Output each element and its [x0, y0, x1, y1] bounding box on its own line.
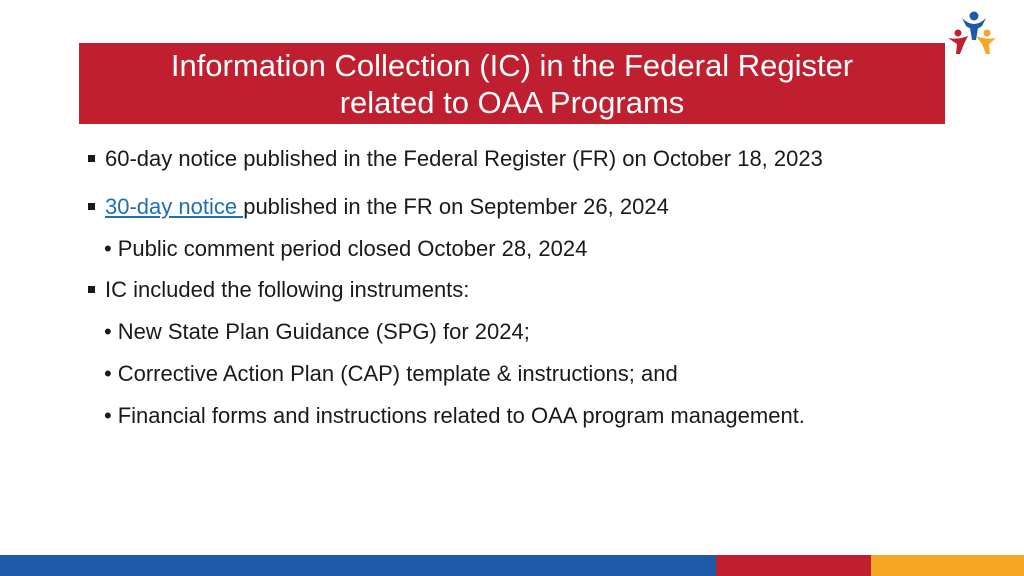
footer-segment-orange	[871, 555, 1024, 576]
bullet-item-60-day	[88, 140, 988, 178]
title-line-1: Information Collection (IC) in the Federal Register	[170, 47, 854, 83]
sub-bullet-cap	[104, 355, 988, 393]
footer-segment-red	[716, 555, 871, 576]
sub-bullet-text: Financial forms and instructions related to OAA program management.	[117, 403, 805, 428]
sub-bullet-spg	[104, 313, 988, 351]
round-bullet-icon: •	[104, 319, 112, 344]
slide-title	[122, 47, 902, 121]
bullet-text	[105, 188, 669, 226]
sub-bullet-financial	[104, 397, 988, 435]
bullet-text: IC included the following instruments:	[105, 277, 470, 302]
bullet-list	[88, 140, 988, 435]
footer-segment-blue	[0, 555, 716, 576]
30-day-notice-link[interactable]: 30-day notice	[105, 194, 244, 219]
square-bullet-icon	[88, 286, 95, 293]
title-bar	[79, 43, 945, 124]
bullet-item-30-day	[88, 188, 988, 226]
round-bullet-icon: •	[104, 236, 112, 261]
sub-bullet-text: Public comment period closed October 28, 2024	[117, 236, 588, 261]
sub-bullet-text: New State Plan Guidance (SPG) for 2024;	[117, 319, 530, 344]
people-logo-icon	[944, 10, 998, 56]
round-bullet-icon: •	[104, 403, 112, 428]
bullet-item-instruments	[88, 271, 988, 309]
sub-bullet-text: Corrective Action Plan (CAP) template & instructions; and	[117, 361, 678, 386]
title-line-2: related to OAA Programs	[339, 84, 685, 120]
footer-color-bar	[0, 555, 1024, 576]
sub-bullet-comment-period	[104, 230, 988, 268]
square-bullet-icon	[88, 203, 95, 210]
square-bullet-icon	[88, 155, 95, 162]
round-bullet-icon: •	[104, 361, 112, 386]
bullet-text-rest: published in the FR on September 26, 2024	[243, 194, 669, 219]
bullet-text: 60-day notice published in the Federal Register (FR) on October 18, 2023	[105, 146, 823, 171]
